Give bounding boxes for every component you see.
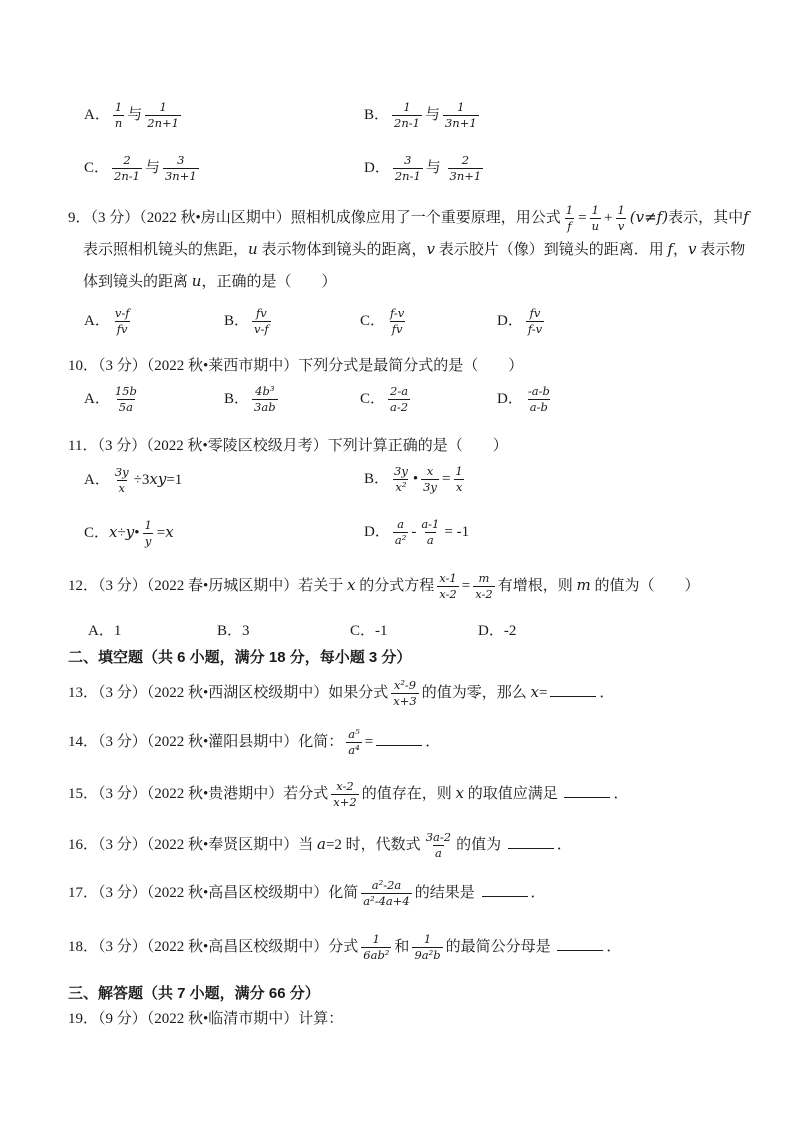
math-text: f: [743, 208, 749, 226]
fraction: $\frac{1}{x}$: [455, 464, 463, 495]
fraction: $\frac{1}{y}$: [144, 518, 152, 549]
q11-option-c: [84, 517, 364, 549]
plain-text: B．: [224, 391, 250, 407]
plain-text: A．: [84, 472, 110, 488]
q10-option-d: [497, 384, 760, 415]
plain-text: 17．（3 分）（2022 秋•高昌区校级期中）化简: [68, 885, 359, 901]
plain-text: 的最简公分母是: [445, 939, 555, 955]
plain-text: ，正确的是（ ）: [201, 274, 337, 290]
plain-text: 的值为（ ）: [590, 578, 700, 594]
plain-text: 表示物体到镜头的距离，: [257, 242, 427, 258]
q8-option-d: [364, 153, 760, 184]
fraction: $\frac{1}{v}$: [617, 203, 625, 234]
fraction: $\frac{2-a}{a-2}$: [390, 384, 409, 415]
fraction: $\frac{fv}{v-f}$: [254, 306, 269, 337]
fraction: $\frac{3y}{\text{x²}}$: [394, 464, 408, 495]
plain-text: 9．（3 分）（2022 秋•房山区期中）照相机成像应用了一个重要原理，用公式: [68, 210, 561, 226]
q11-option-a: [84, 464, 364, 496]
fraction: $\frac{1}{2n-1}$: [394, 100, 420, 131]
answer-blank: [376, 731, 422, 746]
math-text: m: [576, 576, 591, 594]
plain-text: =: [441, 471, 451, 487]
plain-text: 15．（3 分）（2022 秋•贵港期中）若分式: [68, 786, 329, 802]
plain-text: =: [364, 734, 374, 750]
plain-text: •: [134, 525, 140, 541]
plain-text: 14．（3 分）（2022 秋•灌阳县期中）化简：: [68, 734, 344, 750]
plain-text: =: [578, 210, 587, 226]
plain-text: 的值存在，则: [361, 786, 456, 802]
plain-text: B．: [364, 471, 390, 487]
fraction: $\frac{\text{a⁵}}{\text{a⁴}}$: [348, 727, 360, 758]
answer-blank: [564, 783, 610, 798]
q9-option-c: [360, 306, 497, 337]
math-text: u: [248, 240, 258, 258]
plain-text: 16．（3 分）（2022 秋•奉贤区期中）当: [68, 837, 318, 853]
q10-option-b: [224, 384, 360, 415]
plain-text: =1: [166, 472, 183, 488]
math-text: x: [109, 523, 118, 541]
plain-text: D．: [497, 313, 523, 329]
q12-option-d: D．-2: [478, 623, 517, 639]
answer-blank: [508, 834, 554, 849]
question-14-text: [68, 727, 744, 758]
plain-text: ．: [599, 685, 615, 701]
plain-text: ．: [530, 885, 546, 901]
fraction: $\frac{f-v}{fv}$: [390, 306, 405, 337]
plain-text: = -1: [444, 524, 470, 540]
question-11-text: 11．（3 分）（2022 秋•零陵区校级月考）下列计算正确的是（ ）: [68, 438, 508, 454]
fraction: $\frac{15b}{5a}$: [114, 384, 137, 415]
plain-text: 与: [425, 160, 445, 176]
q8-option-c: [84, 153, 364, 184]
fraction: $\frac{1}{3n+1}$: [444, 100, 477, 131]
q11-option-b: [364, 464, 760, 496]
question-18-text: [68, 932, 744, 963]
plain-text: 的分式方程: [355, 578, 435, 594]
plain-text: D．: [364, 524, 390, 540]
fraction: $\frac{3}{2n-1}$: [394, 153, 421, 184]
plain-text: A．: [84, 391, 110, 407]
plain-text: A．: [84, 107, 110, 123]
question-11-options-row-1: [68, 464, 760, 496]
plain-text: -: [411, 524, 417, 540]
fraction: $\frac{1}{\text{9a²b}}$: [414, 932, 441, 963]
plain-text: ．: [606, 939, 622, 955]
answer-blank: [550, 682, 596, 697]
plain-text: 与: [144, 160, 160, 176]
plain-text: =2 时，代数式: [325, 837, 421, 853]
plain-text: 12．（3 分）（2022 春•历城区期中）若关于: [68, 578, 348, 594]
plain-text: C．: [360, 313, 386, 329]
q10-option-a: [84, 384, 224, 415]
plain-text: C．: [360, 391, 386, 407]
plain-text: 表示胶片（像）到镜头的距离．用: [434, 242, 668, 258]
fraction: $\frac{x-1}{x-2}$: [439, 571, 457, 602]
plain-text: •: [412, 471, 419, 487]
fraction: $\frac{1}{n}$: [114, 100, 123, 131]
question-13-text: [68, 677, 744, 709]
question-19-text: 19．（9 分）（2022 秋•临清市期中）计算：: [68, 1011, 344, 1027]
plain-text: 的值为: [456, 837, 505, 853]
fraction: $\frac{-a-b}{a-b}$: [527, 384, 550, 415]
plain-text: 表示照相机镜头的焦距，: [83, 242, 249, 258]
q9-option-b: [224, 306, 360, 337]
fraction: $\frac{3}{3n+1}$: [164, 153, 197, 184]
plain-text: 表示物体到镜头的距离: [83, 242, 746, 290]
plain-text: ．: [613, 786, 629, 802]
q10-option-c: [360, 384, 497, 415]
math-text: xy: [149, 470, 167, 488]
question-16-text: [68, 829, 744, 861]
plain-text: =: [538, 685, 548, 701]
q11-option-d: [364, 517, 760, 549]
q9-option-a: [84, 306, 224, 337]
fraction: $\frac{a-1}{a}$: [421, 517, 440, 548]
fraction: $\frac{a}{\text{a²}}$: [394, 517, 407, 548]
math-text: x: [455, 784, 464, 802]
plain-text: 的取值应满足: [463, 786, 562, 802]
plain-text: ．: [556, 837, 572, 853]
fraction: $\frac{3a-2}{a}$: [425, 830, 452, 861]
fraction: $\frac{x-2}{x+2}$: [333, 779, 357, 810]
question-9-options: [68, 306, 760, 337]
plain-text: 的值为零，那么: [421, 685, 531, 701]
question-9-text: [68, 202, 759, 298]
q9-option-d: [497, 306, 760, 337]
fraction: $\frac{m}{x-2}$: [475, 571, 493, 602]
math-text: v: [426, 240, 435, 258]
plain-text: A．: [84, 313, 110, 329]
question-10-text: 10．（3 分）（2022 秋•莱西市期中）下列分式是最简分式的是（ ）: [68, 358, 524, 374]
plain-text: C．: [84, 525, 110, 541]
fraction: $\frac{x}{3y}$: [423, 464, 437, 495]
fraction: $\frac{1}{\text{6ab²}}$: [363, 932, 390, 963]
math-text: x: [165, 523, 174, 541]
plain-text: =: [156, 525, 166, 541]
q12-option-a: A．1: [88, 623, 122, 639]
plain-text: 表示，其中: [668, 210, 744, 226]
plain-text: 与: [127, 107, 143, 123]
answer-blank: [557, 936, 603, 951]
plain-text: B．: [224, 313, 250, 329]
plain-text: B．: [364, 107, 390, 123]
fraction: $\frac{2}{2n-1}$: [114, 153, 140, 184]
question-12-text: [68, 570, 768, 602]
fraction: $\frac{1}{2n+1}$: [147, 100, 179, 131]
fraction: $\frac{\text{a²-2a}}{\text{a²-4a+4}}$: [363, 878, 410, 909]
question-8-options-row-1: [68, 100, 760, 131]
math-text: y: [125, 523, 135, 541]
plain-text: 的结果是: [414, 885, 479, 901]
section-2-heading: 二、填空题（共 6 小题，满分 18 分，每小题 3 分）: [68, 649, 412, 666]
plain-text: ÷: [117, 525, 126, 541]
math-text: f: [667, 240, 674, 258]
plain-text: 13．（3 分）（2022 秋•西湖区校级期中）如果分式: [68, 685, 389, 701]
answer-blank: [482, 882, 528, 897]
question-8-options-row-2: [68, 153, 760, 184]
plain-text: D．: [364, 160, 390, 176]
fraction: $\frac{1}{f}$: [565, 203, 574, 234]
question-17-text: [68, 878, 744, 909]
plain-text: ÷3: [133, 472, 150, 488]
plain-text: +: [603, 210, 613, 226]
fraction: $\frac{fv}{f-v}$: [527, 306, 543, 337]
plain-text: ．: [425, 734, 441, 750]
math-text: x: [530, 683, 539, 701]
fraction: $\frac{v-f}{fv}$: [114, 306, 130, 337]
math-text: a: [317, 835, 326, 853]
plain-text: D．: [497, 391, 523, 407]
question-11-options-row-2: [68, 517, 760, 549]
section-3-heading: 三、解答题（共 7 小题，满分 66 分）: [68, 985, 320, 1002]
q12-option-c: C．-1: [350, 623, 388, 639]
question-10-options: [68, 384, 760, 415]
question-15-text: [68, 778, 744, 810]
math-text: v: [688, 240, 697, 258]
math-text: (v≠f): [629, 208, 669, 226]
fraction: $\frac{2}{3n+1}$: [449, 153, 482, 184]
plain-text: 和: [394, 939, 410, 955]
q8-option-a: [84, 100, 364, 131]
math-text: u: [191, 272, 202, 290]
fraction: $\frac{3y}{x}$: [114, 465, 129, 496]
plain-text: =: [461, 578, 471, 594]
math-text: x: [347, 576, 356, 594]
fraction: $\frac{1}{u}$: [591, 203, 599, 234]
fraction: $\frac{\text{x²-9}}{x+3}$: [393, 678, 417, 709]
plain-text: C．: [84, 160, 110, 176]
fraction: $\frac{\text{4b³}}{3ab}$: [254, 384, 276, 415]
plain-text: ，: [673, 242, 689, 258]
plain-text: 与: [424, 107, 440, 123]
q8-option-b: [364, 100, 760, 131]
plain-text: 18．（3 分）（2022 秋•高昌区校级期中）分式: [68, 939, 359, 955]
plain-text: 有增根，则: [497, 578, 577, 594]
q12-option-b: B．3: [217, 623, 250, 639]
